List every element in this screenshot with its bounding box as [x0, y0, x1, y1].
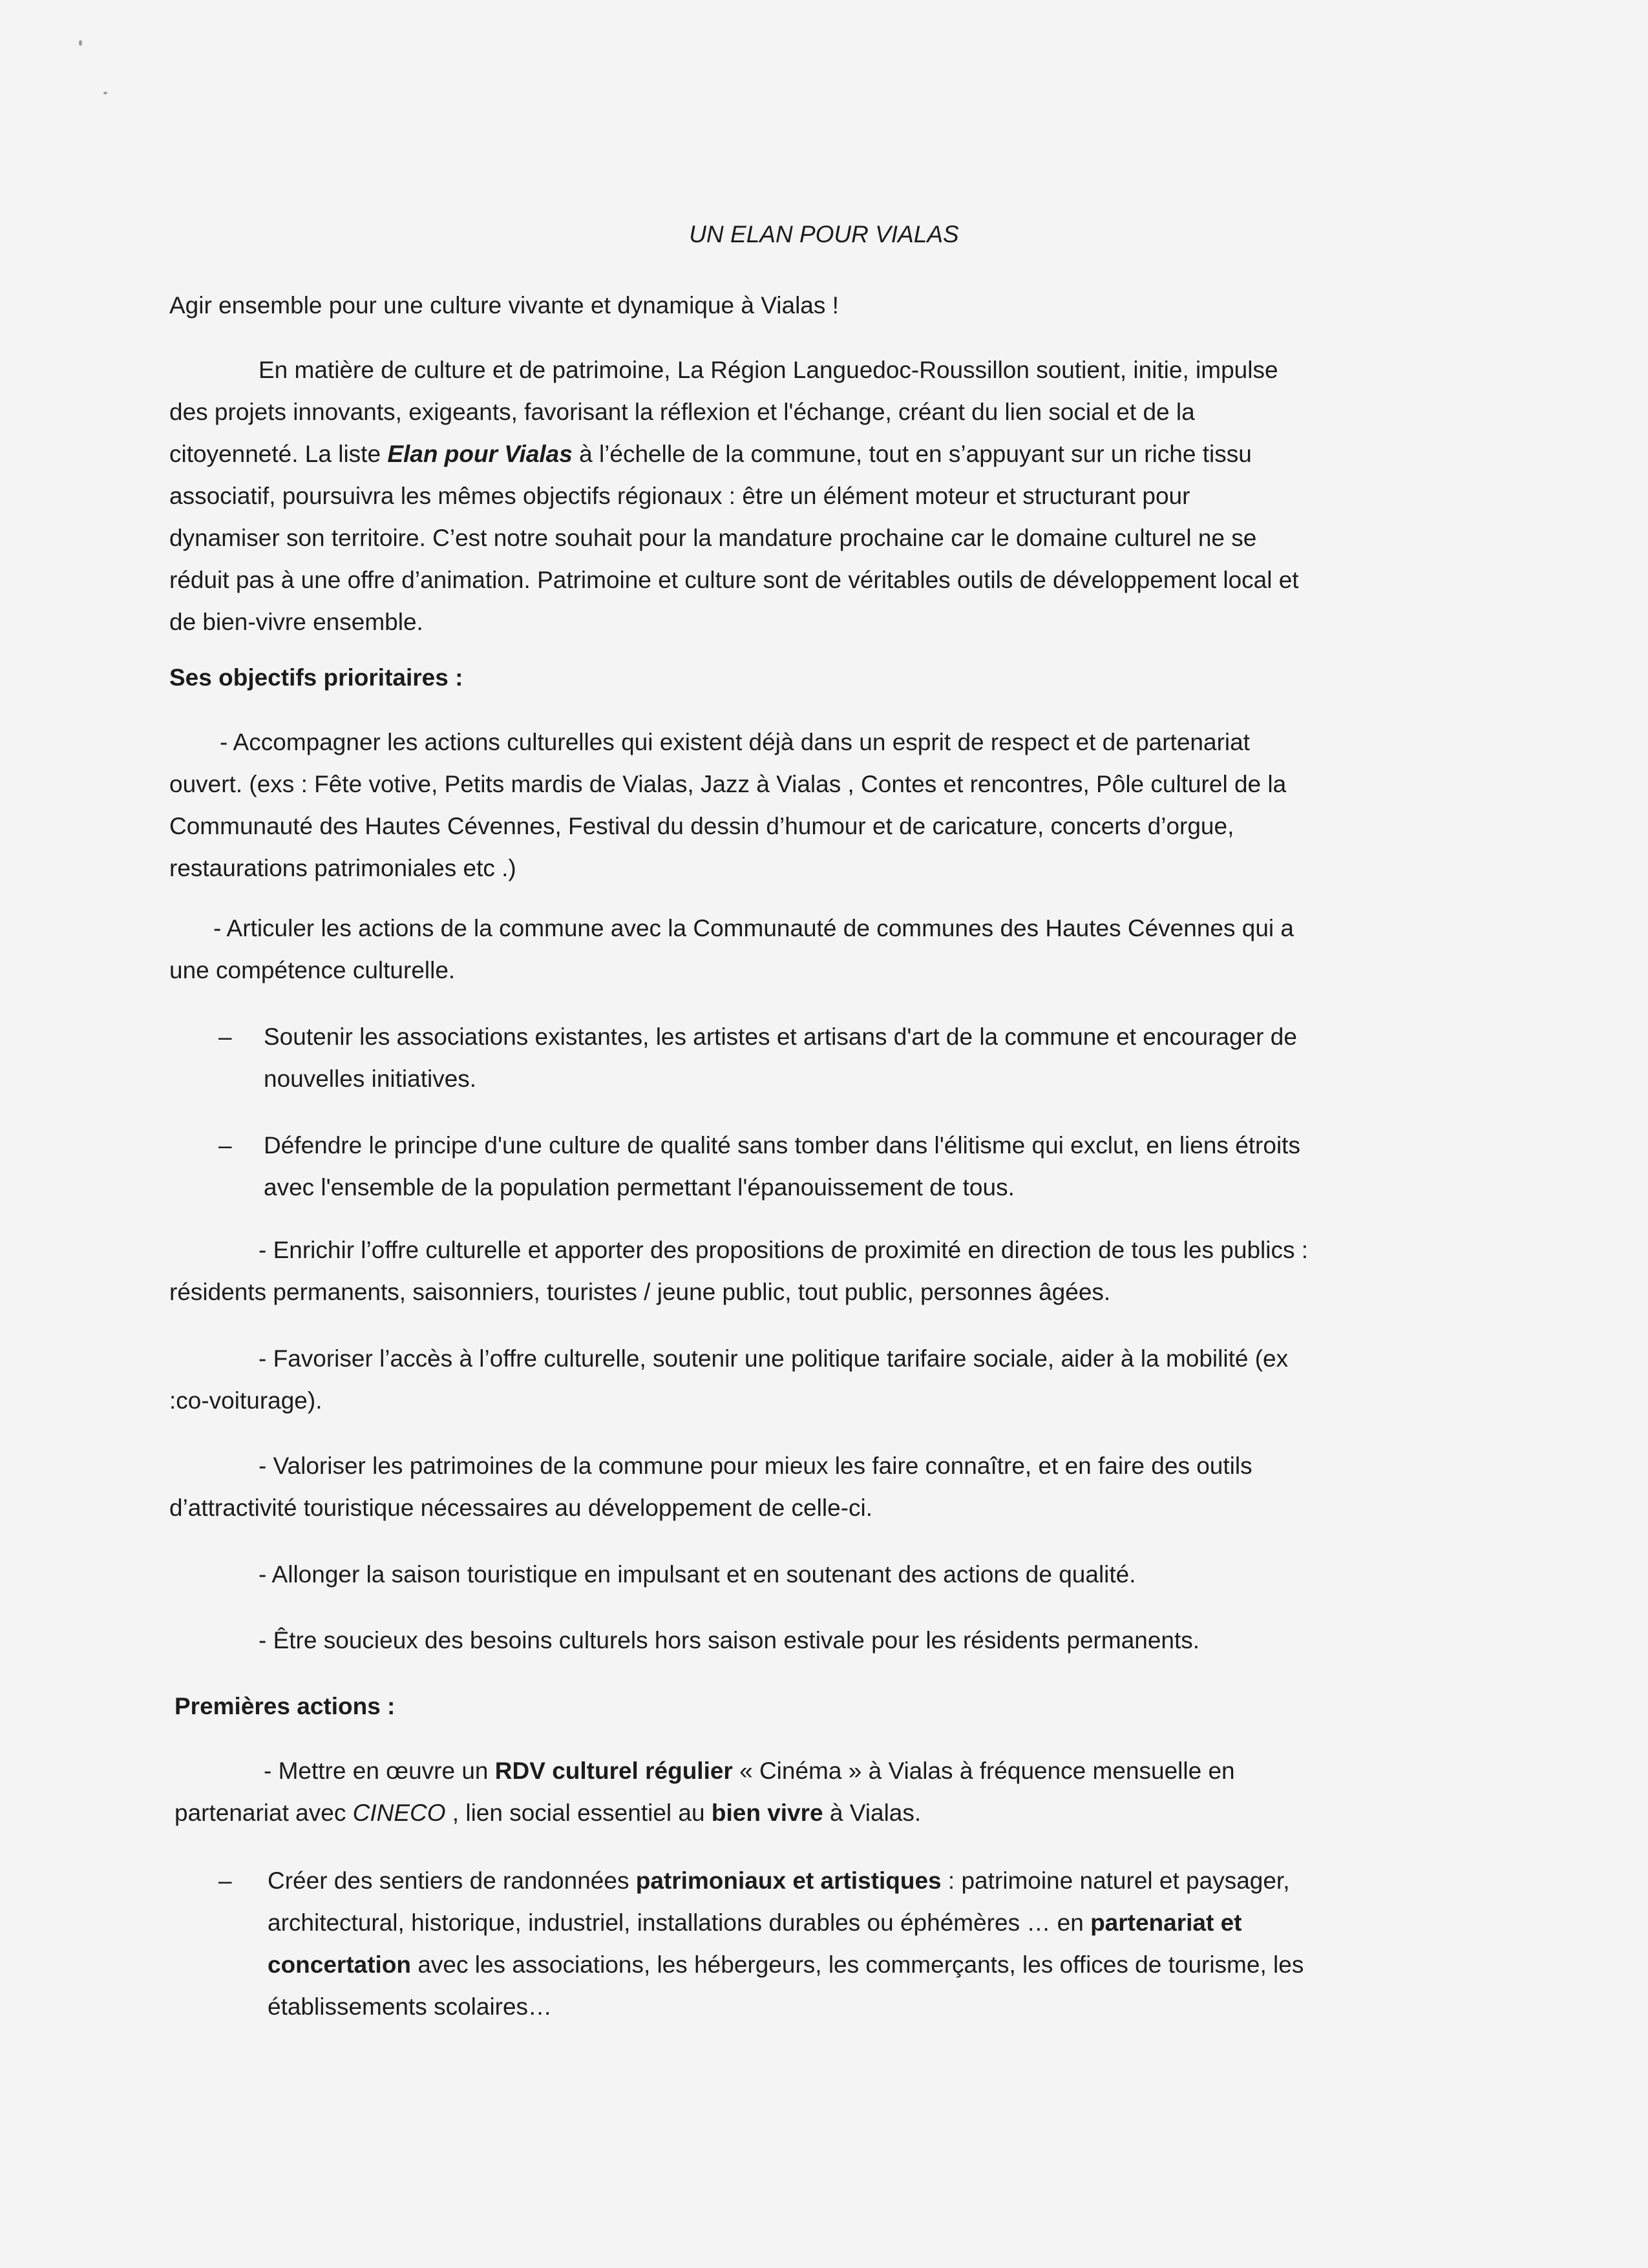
objective-2: - Articuler les actions de la commune avec la Communauté de communes des Hautes Cévennes qui a une compétence culturelle.: [169, 915, 1294, 983]
action-2-emphasis: partenariat et concertation: [268, 1909, 1242, 1978]
objective-5: - Enrichir l’offre culturelle et apporter des propositions de proximité en direction de tous les publics : résidents permanents, saisonniers, touristes / jeune public, tout public, personnes âgées.: [169, 1237, 1309, 1305]
intro-paragraph: [169, 349, 1307, 643]
action-1-text: - Mettre en œuvre un: [264, 1758, 495, 1784]
action-1-emphasis: RDV culturel régulier: [494, 1758, 733, 1784]
actions-heading: Premières actions :: [174, 1693, 396, 1719]
action-2-emphasis: patrimoniaux et artistiques: [635, 1867, 942, 1894]
action-1-text: , lien social essentiel au: [445, 1800, 712, 1826]
action-1-text: à Vialas.: [823, 1800, 922, 1826]
objective-8: - Allonger la saison touristique en impulsant et en soutenant des actions de qualité.: [259, 1561, 1136, 1588]
action-1: [174, 1750, 1338, 1834]
action-2-text: avec les associations, les hébergeurs, les commerçants, les offices de tourisme, les établissements scolaires…: [268, 1951, 1304, 2020]
list-dash: –: [218, 1867, 232, 1894]
objective-6: - Favoriser l’accès à l’offre culturelle, soutenir une politique tarifaire sociale, aider à la mobilité (ex :co-voiturage).: [169, 1345, 1289, 1414]
objective-1: - Accompagner les actions culturelles qui existent déjà dans un esprit de respect et de partenariat ouvert. (exs : Fête votive, Petits mardis de Vialas, Jazz à Vialas , Contes et rencontres, Pôle culturel de la Communauté des Hautes Cévennes, Festival du dessin d’humour et de caricature, concerts d’orgue, restaurations patrimoniales etc .): [169, 729, 1287, 881]
objectives-heading: Ses objectifs prioritaires :: [169, 664, 463, 691]
scan-speck: [103, 92, 107, 94]
objective-3: Soutenir les associations existantes, les artistes et artisans d'art de la commune et encourager de nouvelles initiatives.: [264, 1024, 1297, 1092]
objective-4: Défendre le principe d'une culture de qualité sans tomber dans l'élitisme qui exclut, en liens étroits avec l'ensemble de la population permettant l'épanouissement de tous.: [264, 1132, 1300, 1201]
objective-7: - Valoriser les patrimoines de la commune pour mieux les faire connaître, et en faire des outils d’attractivité touristique nécessaires au développement de celle-ci.: [169, 1453, 1252, 1521]
list-name: Elan pour Vialas: [387, 441, 573, 467]
intro-text-end: à l’échelle de la commune, tout en s’appuyant sur un riche tissu associatif, poursuivra les mêmes objectifs régionaux : être un élément moteur et structurant pour dynamiser son territoire. C’est notre souhait pour la mandature prochaine car le domaine culturel ne se réduit pas à une offre d’animation. Patrimoine et culture sont de véritables outils de développement local et de bien-vivre ensemble.: [169, 441, 1299, 635]
document-subtitle: Agir ensemble pour une culture vivante et dynamique à Vialas !: [169, 292, 839, 319]
action-1-emphasis: bien vivre: [711, 1800, 823, 1826]
action-2-text: Créer des sentiers de randonnées: [268, 1867, 636, 1894]
list-dash: –: [218, 1024, 232, 1050]
action-1-text: « Cinéma » à Vialas à fréquence mensuelle en partenariat avec: [174, 1758, 1235, 1826]
cineco-name: CINECO: [352, 1800, 446, 1826]
action-2-text: : patrimoine naturel et paysager, architectural, historique, industriel, installations durables ou éphémères … en: [268, 1867, 1290, 1936]
objective-9: - Être soucieux des besoins culturels hors saison estivale pour les résidents permanents.: [259, 1627, 1200, 1654]
action-2: [268, 1860, 1379, 2028]
document-title: UN ELAN POUR VIALAS: [689, 221, 959, 247]
scan-speck: [79, 40, 82, 46]
list-dash: –: [218, 1132, 232, 1159]
intro-text: En matière de culture et de patrimoine, La Région Languedoc-Roussillon soutient, initie, impulse des projets innovants, exigeants, favorisant la réflexion et l'échange, créant du lien social et de la citoyenneté. La liste: [169, 357, 1278, 467]
